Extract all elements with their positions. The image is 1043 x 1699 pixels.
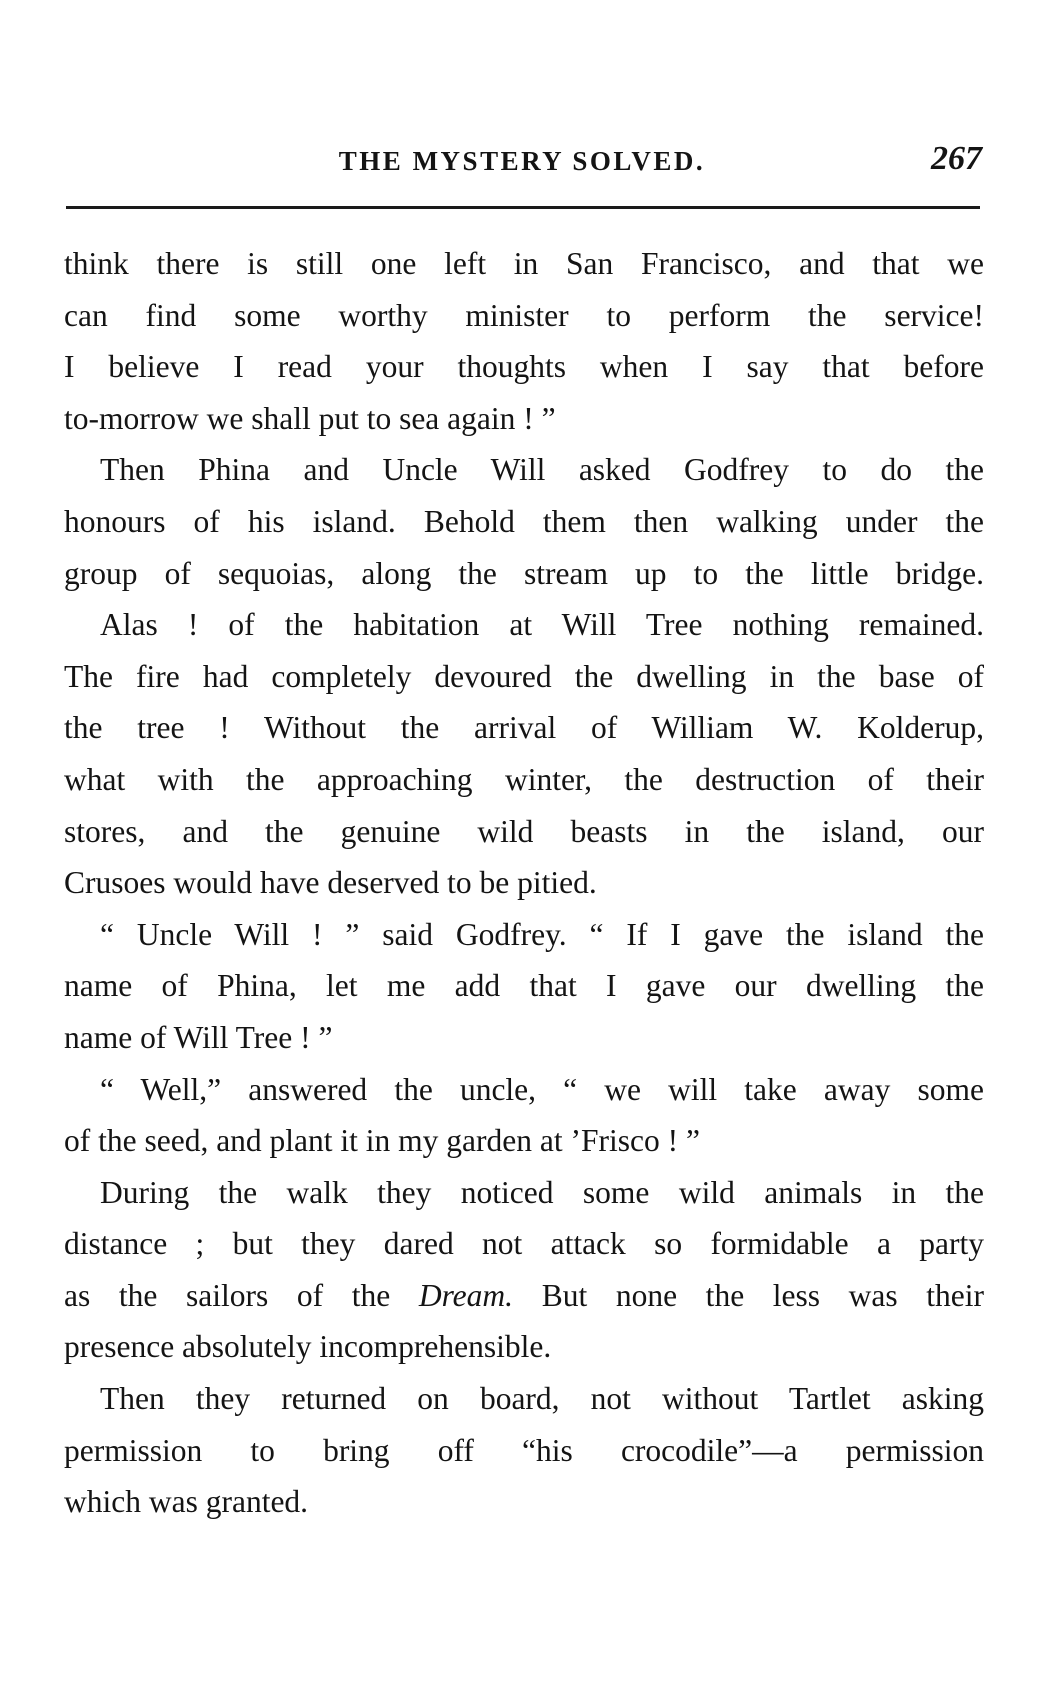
text-segment: But none the less was their: [541, 1277, 985, 1313]
text-line: can find some worthy minister to perform the service!: [64, 297, 984, 333]
text-line: presence absolutely incomprehensible.: [64, 1329, 552, 1365]
running-head: [62, 136, 982, 180]
text-line: The fire had completely devoured the dwelling in the base of: [64, 658, 984, 694]
text-line: During the walk they noticed some wild animals in the: [100, 1174, 984, 1210]
text-line: think there is still one left in San Francisco, and that we: [64, 246, 984, 281]
running-title: THE MYSTERY SOLVED.: [338, 146, 706, 176]
text-line: I believe I read your thoughts when I say that before: [64, 349, 984, 385]
text-line: permission to bring off “his crocodile”—a permission: [64, 1432, 984, 1468]
text-line: distance ; but they dared not attack so formidable a party: [64, 1226, 984, 1262]
body-text: [64, 238, 984, 1528]
text-line: which was granted.: [64, 1484, 309, 1520]
text-line: group of sequoias, along the stream up to the little bridge.: [64, 555, 984, 591]
text-segment: as the sailors of the: [64, 1277, 391, 1313]
text-line: what with the approaching winter, the destruction of their: [64, 761, 984, 797]
text-line: Crusoes would have deserved to be pitied.: [64, 865, 597, 901]
text-line: Then they returned on board, not without Tartlet asking: [100, 1381, 984, 1417]
text-line: name of Phina, let me add that I gave our dwelling the: [64, 968, 984, 1004]
ship-name-italic: Dream.: [418, 1277, 514, 1313]
text-line-mixed: [64, 1270, 984, 1322]
text-line: honours of his island. Behold them then walking under the: [64, 503, 984, 539]
text-line: Then Phina and Uncle Will asked Godfrey to do the: [100, 452, 984, 488]
text-line: stores, and the genuine wild beasts in the island, our: [64, 813, 984, 849]
page-number: 267: [931, 140, 982, 177]
text-line: name of Will Tree ! ”: [64, 1019, 333, 1055]
text-line: the tree ! Without the arrival of William W. Kolderup,: [64, 710, 984, 746]
text-line: to-morrow we shall put to sea again ! ”: [64, 400, 556, 436]
header-rule: [66, 206, 980, 209]
text-line: “ Uncle Will ! ” said Godfrey. “ If I gave the island the: [100, 916, 984, 952]
text-line: of the seed, and plant it in my garden at ’Frisco ! ”: [64, 1123, 700, 1159]
text-line: Alas ! of the habitation at Will Tree nothing remained.: [100, 607, 984, 643]
text-line: “ Well,” answered the uncle, “ we will take away some: [100, 1071, 984, 1107]
